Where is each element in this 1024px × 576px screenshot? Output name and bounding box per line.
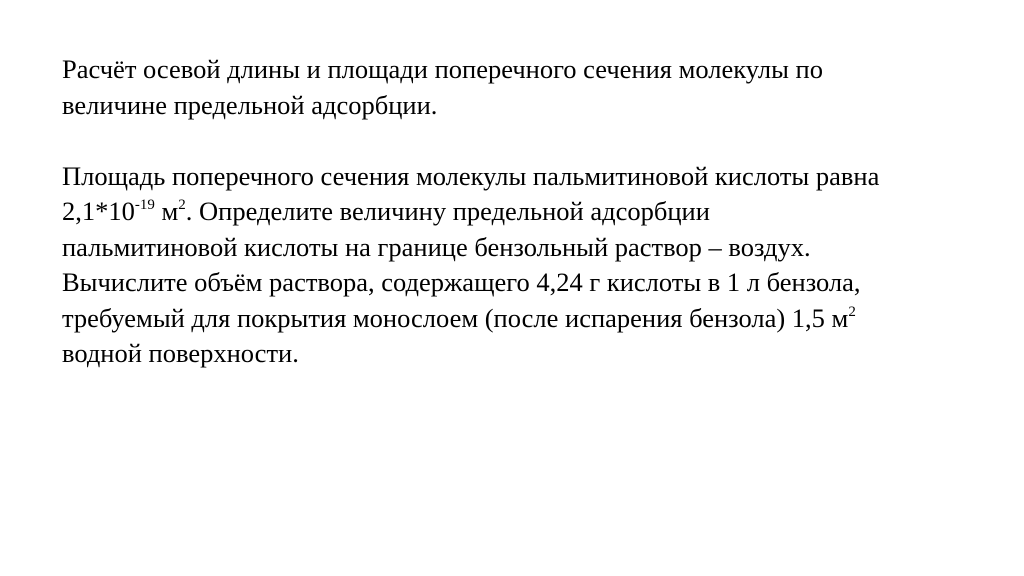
paragraph-gap (62, 123, 1002, 159)
problem-line-5 (62, 301, 1002, 337)
area-value: 2,1*10 (62, 196, 135, 226)
problem-line-2-rest: . Определите величину предельной адсорбции (185, 196, 710, 226)
problem-line-1: Площадь поперечного сечения молекулы пальмитиновой кислоты равна (62, 160, 880, 191)
area-unit: м (154, 196, 179, 226)
problem-line-5-text: требуемый для покрытия монослоем (после испарения бензола) 1,5 м (62, 302, 849, 333)
area-exponent: -19 (134, 197, 155, 214)
heading-line-2: величине предельной адсорбции. (62, 89, 438, 120)
problem-line-6: водной поверхности. (62, 338, 299, 368)
problem-line-2 (62, 194, 1002, 230)
problem-line-3: пальмитиновой кислоты на границе бензольный раствор – воздух. (62, 231, 811, 262)
surface-unit-exponent: 2 (848, 303, 856, 320)
problem-line-4: Вычислите объём раствора, содержащего 4,24 г кислоты в 1 л бензола, (62, 267, 861, 297)
heading-line-1: Расчёт осевой длины и площади поперечного сечения молекулы по (62, 54, 823, 84)
area-unit-exponent: 2 (178, 197, 186, 214)
slide-text (62, 52, 1002, 372)
